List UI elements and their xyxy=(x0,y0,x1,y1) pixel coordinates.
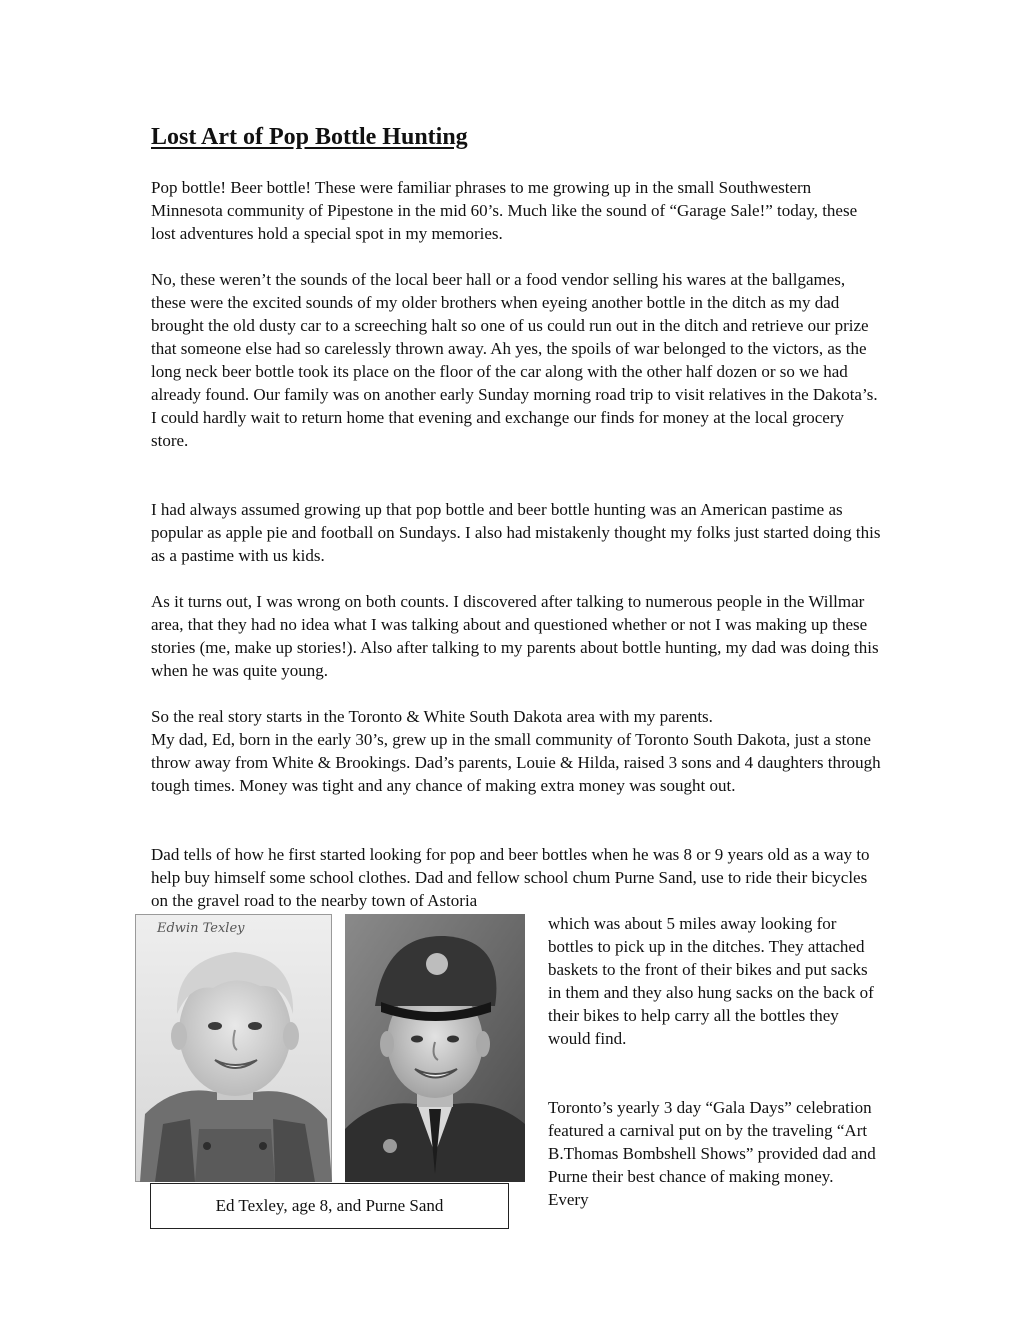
photo-young-ed-image xyxy=(135,914,332,1182)
side-paragraph-2: Toronto’s yearly 3 day “Gala Days” celebration featured a carnival put on by the traveling “Art B.Thomas Bombshell Shows” provided dad and Purne their best chance of making money. Every xyxy=(548,1098,876,1209)
paragraph-3: I had always assumed growing up that pop bottle and beer bottle hunting was an American pastime as popular as apple pie and football on Sundays. I also had mistakenly thought my folks just started doing this as a pastime with us kids. xyxy=(151,500,881,565)
document-title: Lost Art of Pop Bottle Hunting xyxy=(151,124,468,150)
photo-soldier xyxy=(345,914,525,1182)
paragraph-1: Pop bottle! Beer bottle! These were familiar phrases to me growing up in the small Southwestern Minnesota community of Pipestone in the mid 60’s. Much like the sound of “Garage Sale!” today, these lost adventures hold a special spot in my memories. xyxy=(151,178,858,243)
photo-young-ed xyxy=(135,914,332,1182)
photo-soldier-image xyxy=(345,914,525,1182)
side-paragraph-1: which was about 5 miles away looking for bottles to pick up in the ditches. They attached baskets to the front of their bikes and put sacks in them and they also hung sacks on the back of their bikes to help carry all the bottles they would find. xyxy=(548,914,874,1048)
paragraph-2: No, these weren’t the sounds of the local beer hall or a food vendor selling his wares at the ballgames, these were the excited sounds of my older brothers when eyeing another bottle in the ditch as my dad brought the old dusty car to a screeching halt so one of us could run out in the ditch and retrieve our prize that someone else had so carelessly thrown away. Ah yes, the spoils of war belonged to the victors, as the long neck beer bottle took its place on the floor of the car along with the other half dozen or so we had already found. Our family was on another early Sunday morning road trip to visit relatives in the Dakota’s. I could hardly wait to return home that evening and exchange our finds for money at the local grocery store. xyxy=(151,270,878,450)
photo-caption-text: Ed Texley, age 8, and Purne Sand xyxy=(215,1196,444,1215)
paragraph-7: Dad tells of how he first started looking for pop and beer bottles when he was 8 or 9 years old as a way to help buy himself some school clothes. Dad and fellow school chum Purne Sand, use to ride their bicycles on the gravel road to the nearby town of Astoria xyxy=(151,845,870,910)
paragraph-5: So the real story starts in the Toronto & White South Dakota area with my parents. xyxy=(151,707,713,726)
paragraph-6: My dad, Ed, born in the early 30’s, grew up in the small community of Toronto South Dakota, just a stone throw away from White & Brookings. Dad’s parents, Louie & Hilda, raised 3 sons and 4 daughters through tough times. Money was tight and any chance of making extra money was sought out. xyxy=(151,730,881,795)
photo-caption xyxy=(150,1183,509,1229)
photo-handwriting: Edwin Texley xyxy=(157,921,245,936)
paragraph-4: As it turns out, I was wrong on both counts. I discovered after talking to numerous people in the Willmar area, that they had no idea what I was talking about and questioned whether or not I was making up these stories (me, make up stories!). Also after talking to my parents about bottle hunting, my dad was doing this when he was quite young. xyxy=(151,592,879,680)
